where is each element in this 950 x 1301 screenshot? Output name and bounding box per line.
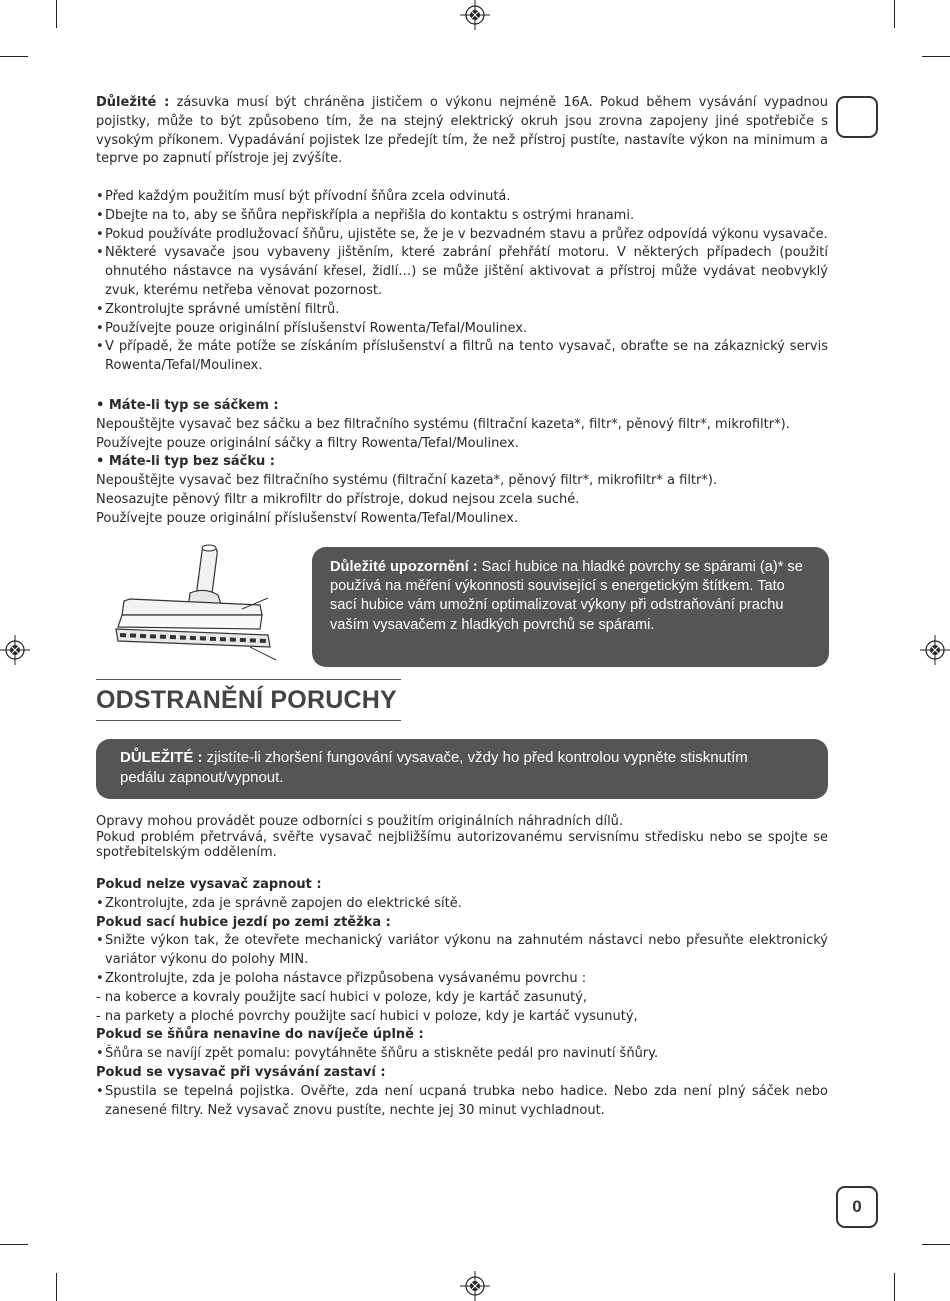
troubleshooting-warning-box [96,739,828,799]
repairs-line: Pokud problém přetrvává, svěřte vysavač nejbližšímu autorizovanému servisnímu středisku nebo se spojte se spotřebitelským oddělením. [96,829,828,860]
list-item: - na parkety a ploché povrchy použijte sací hubici v poloze, kdy je kartáč vysunutý, [96,1008,638,1024]
bag-section [96,397,828,529]
registration-mark-icon [0,635,30,665]
important-notice-box [312,547,829,667]
crop-mark [0,56,28,57]
problem-title: Pokud se vysavač při vysávání zastaví : [96,1064,386,1080]
without-bag-line: Nepouštějte vysavač bez filtračního systému (filtrační kazeta*, pěnový filtr*, mikrofiltr* a filtr*). [96,473,718,489]
section-tab [836,96,878,138]
section-heading: ODSTRANĚNÍ PORUCHY [96,679,401,721]
important-text: zásuvka musí být chráněna jističem o výkonu nejméně 16A. Pokud během vysávání vypadnou pojistky, může to být způsobeno tím, že na stejný elektrický okruh jsou zrovna zapojeny jiné spotřebiče s vysokým příkonem. Vypadávání pojistek lze předejít tím, že než přístroj pustíte, nastavíte výkon na minimum a teprve po zapnutí přístroje jej zvýšíte. [96,95,828,167]
crop-mark [0,1244,28,1245]
list-item: • Šňůra se navíjí zpět pomalu: povytáhněte šňůru a stiskněte pedál pro navinutí šňůry. [96,1045,828,1064]
with-bag-line: Používejte pouze originální sáčky a filtry Rowenta/Tefal/Moulinex. [96,435,519,451]
notice-body: Sací hubice na hladké povrchy se spárami (a)* se používá na měření výkonnosti související s energetickým štítkem. Tato sací hubice vám umožní optimalizovat výkony při odstraňování prachu vaším vysavačem z hladkých povrchů se spárami. [330,559,803,633]
list-item: • V případě, že máte potíže se získáním příslušenství a filtrů na tento vysavač, obraťte se na zákaznický servis Rowenta/Tefal/Moulinex. [96,338,828,376]
list-item: • Některé vysavače jsou vybaveny jištěním, které zabrání přehřátí motoru. V některých případech (použití ohnutého nástavce na vysávání křesel, židlí…) se může jištění aktivovat a přístroj může vydávat neobvyklý zvuk, kterému netřeba věnovat pozornost. [96,244,828,300]
crop-mark [56,0,57,28]
crop-mark [922,1244,950,1245]
important-label: Důležité : [96,95,170,110]
troubleshooting-list [96,876,828,1120]
floor-nozzle-illustration [110,543,285,668]
crop-mark [922,56,950,57]
safety-bullet-list [96,188,828,376]
registration-mark-icon [460,1271,490,1301]
without-bag-line: Neosazujte pěnový filtr a mikrofiltr do přístroje, dokud nejsou zcela suché. [96,491,580,507]
list-item: • Snižte výkon tak, že otevřete mechanický variátor výkonu na zahnutém nástavci nebo přesuňte elektronický variátor výkonu do polohy MIN. [96,932,828,970]
list-item: • Dbejte na to, aby se šňůra nepřiskřípla a nepřišla do kontaktu s ostrými hranami. [96,207,828,226]
list-item: - na koberce a kovraly použijte sací hubici v poloze, kdy je kartáč zasunutý, [96,989,588,1005]
crop-mark [56,1273,57,1301]
without-bag-title: • Máte-li typ bez sáčku : [96,454,275,470]
important-fuse-paragraph [96,94,828,169]
with-bag-line: Nepouštějte vysavač bez sáčku a bez filtračního systému (filtrační kazeta*, filtr*, pěnový filtr*, mikrofiltr*). [96,416,790,432]
list-item: • Zkontrolujte, zda je správně zapojen do elektrické sítě. [96,895,828,914]
notice-text [330,558,805,635]
registration-mark-icon [460,0,490,30]
warning-text [120,748,790,787]
notice-label: Důležité upozornění : [330,559,478,575]
with-bag-title: • Máte-li typ se sáčkem : [96,398,279,413]
problem-title: Pokud se šňůra nenavine do navíječe úplně : [96,1027,424,1043]
repairs-paragraph [96,814,828,861]
page-number: 0 [836,1186,878,1228]
repairs-line: Opravy mohou provádět pouze odborníci s použitím originálních náhradních dílů. [96,814,624,829]
crop-mark [894,0,895,28]
list-item: • Před každým použitím musí být přívodní šňůra zcela odvinutá. [96,188,828,207]
without-bag-line: Používejte pouze originální příslušenství Rowenta/Tefal/Moulinex. [96,510,519,526]
list-item: • Používejte pouze originální příslušenství Rowenta/Tefal/Moulinex. [96,320,828,339]
crop-mark [894,1273,895,1301]
list-item: • Pokud používáte prodlužovací šňůru, ujistěte se, že je v bezvadném stavu a průřez odpovídá výkonu vysavače. [96,226,828,245]
warning-label: DŮLEŽITÉ : [120,749,203,766]
list-item: • Spustila se tepelná pojistka. Ověřte, zda není ucpaná trubka nebo hadice. Nebo zda není plný sáček nebo zanesené filtry. Než vysavač znovu pustíte, nechte jej 30 minut vychladnout. [96,1083,828,1121]
list-item: • Zkontrolujte správné umístění filtrů. [96,301,828,320]
list-item: • Zkontrolujte, zda je poloha nástavce přizpůsobena vysávanému povrchu : [96,970,828,989]
problem-title: Pokud nelze vysavač zapnout : [96,877,322,892]
registration-mark-icon [920,635,950,665]
warning-body: zjistíte-li zhoršení fungování vysavače, vždy ho před kontrolou vypněte stisknutím pedálu zapnout/vypnout. [120,749,748,786]
problem-title: Pokud sací hubice jezdí po zemi ztěžka : [96,914,391,930]
